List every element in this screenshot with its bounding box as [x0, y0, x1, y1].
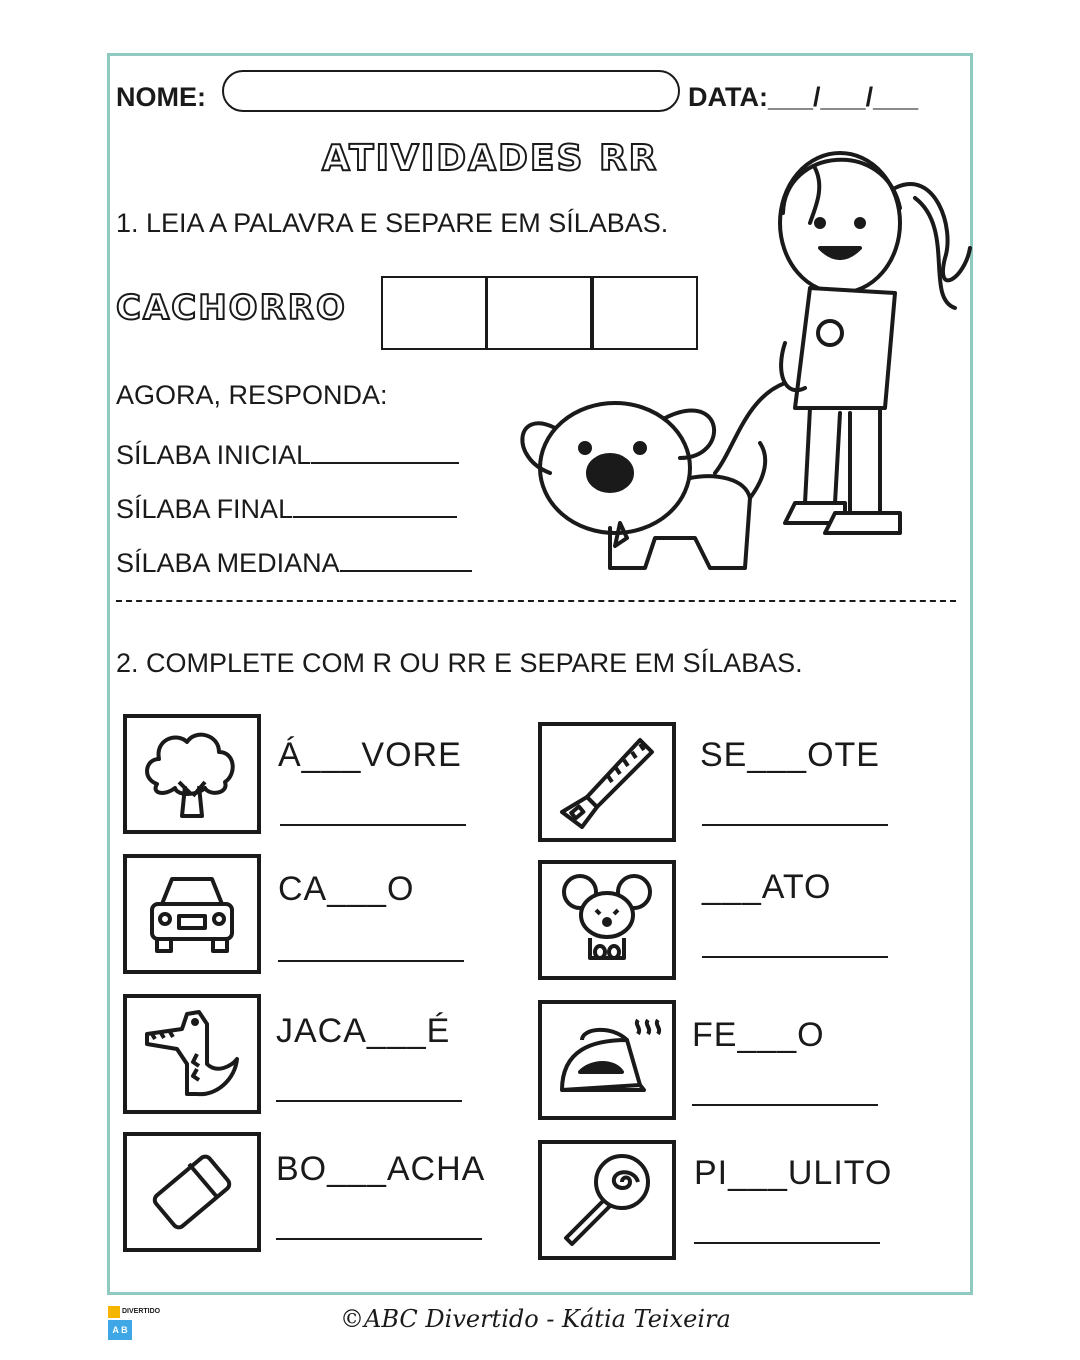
answer-line-carro[interactable]	[278, 960, 464, 962]
answer-line-arvore[interactable]	[280, 824, 466, 826]
q1-word: CACHORRO	[116, 288, 347, 328]
page-title: ATIVIDADES RR	[322, 138, 659, 179]
alligator-picture	[123, 994, 261, 1114]
logo-letters: A B C	[108, 1320, 132, 1340]
lollipop-icon	[552, 1150, 662, 1250]
eraser-picture	[123, 1132, 261, 1252]
word-ferro: FE___O	[692, 1016, 825, 1054]
word-borracha: BO___ACHA	[276, 1150, 486, 1188]
saw-icon	[552, 732, 662, 832]
logo-text: DIVERTIDO	[122, 1308, 161, 1315]
date-label: DATA:___/___/___	[688, 82, 919, 112]
word-rato: ___ATO	[702, 868, 832, 906]
saw-picture	[538, 722, 676, 842]
word-carro: CA___O	[278, 870, 415, 908]
syllable-box-1[interactable]	[381, 276, 487, 350]
word-serrote: SE___OTE	[700, 736, 880, 774]
iron-picture	[538, 1000, 676, 1120]
girl-walking-dog-illustration	[515, 128, 980, 578]
lollipop-picture	[538, 1140, 676, 1260]
answer-line-pirulito[interactable]	[694, 1242, 880, 1244]
iron-icon	[552, 1010, 662, 1110]
final-syllable-label: SÍLABA FINAL	[116, 494, 294, 524]
q1-instruction: 1. LEIA A PALAVRA E SEPARE EM SÍLABAS.	[116, 208, 669, 238]
q2-instruction: 2. COMPLETE COM R OU RR E SEPARE EM SÍLABAS.	[116, 648, 803, 678]
q1-prompt: AGORA, RESPONDA:	[116, 380, 388, 410]
answer-line-borracha[interactable]	[276, 1238, 482, 1240]
answer-line-jacare[interactable]	[276, 1100, 462, 1102]
eraser-icon	[137, 1142, 247, 1242]
answer-line-ferro[interactable]	[692, 1104, 878, 1106]
final-syllable-blank[interactable]	[293, 492, 457, 518]
word-jacare: JACA___É	[276, 1012, 451, 1050]
word-arvore: Á___VORE	[278, 736, 462, 774]
word-pirulito: PI___ULITO	[694, 1154, 893, 1192]
abc-divertido-logo	[108, 1306, 161, 1355]
initial-syllable-label: SÍLABA INICIAL	[116, 440, 312, 470]
mouse-icon	[552, 870, 662, 970]
section-divider	[116, 600, 956, 602]
name-label: NOME:	[116, 82, 206, 112]
middle-syllable-row	[116, 546, 472, 579]
initial-syllable-blank[interactable]	[311, 438, 459, 464]
initial-syllable-row	[116, 438, 459, 471]
middle-syllable-blank[interactable]	[340, 546, 472, 572]
alligator-icon	[137, 1004, 247, 1104]
car-icon	[137, 864, 247, 964]
answer-line-serrote[interactable]	[702, 824, 888, 826]
answer-line-rato[interactable]	[702, 956, 888, 958]
footer-credit: ©ABC Divertido - Kátia Teixeira	[340, 1305, 731, 1333]
middle-syllable-label: SÍLABA MEDIANA	[116, 548, 340, 578]
name-input-box[interactable]	[222, 70, 680, 112]
car-picture	[123, 854, 261, 974]
mouse-picture	[538, 860, 676, 980]
final-syllable-row	[116, 492, 457, 525]
tree-picture	[123, 714, 261, 834]
tree-icon	[137, 724, 247, 824]
